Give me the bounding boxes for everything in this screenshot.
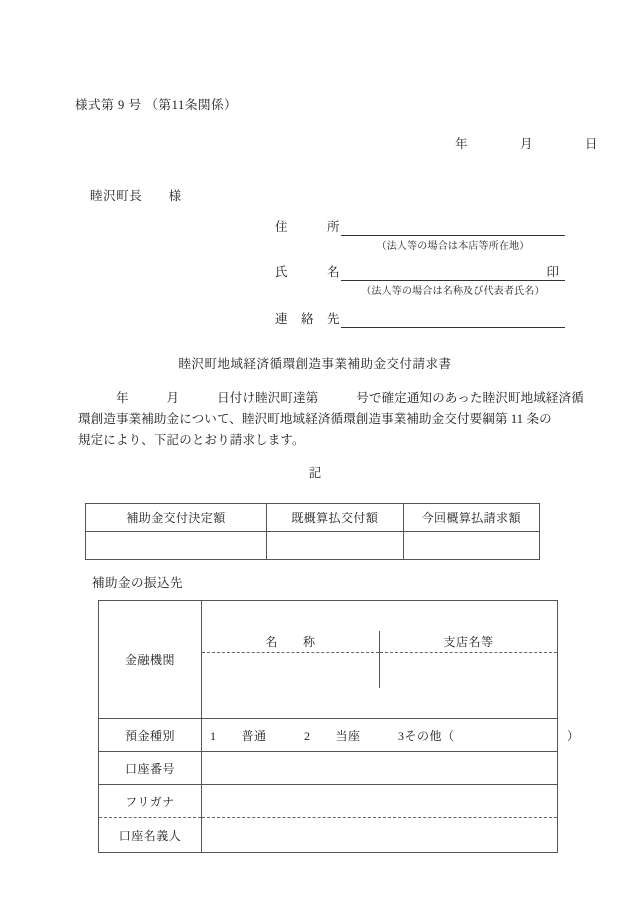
ki-marker: 記: [308, 466, 322, 480]
body-line-2: 環創造事業補助金について、睦沢町地域経済循環創造事業補助金交付要綱第 11 条の: [78, 412, 552, 426]
addressee: 睦沢町長 様: [90, 189, 182, 203]
body-line-1: 年 月 日付け睦沢町達第 号で確定通知のあった睦沢町地域経済循: [78, 391, 584, 405]
subheader-branch-name: 支店名等: [380, 631, 558, 653]
value-branch-name[interactable]: [380, 653, 558, 689]
amount-value-current-request[interactable]: [403, 532, 540, 560]
value-institution-name[interactable]: [202, 653, 380, 689]
amount-table-header-row: [86, 504, 540, 532]
contact-field-row: [275, 310, 565, 328]
contact-label: 連 絡 先: [275, 312, 341, 326]
address-label: 住 所: [275, 220, 341, 234]
amount-table: [85, 503, 540, 560]
financial-institution-subtable: [202, 631, 557, 688]
bank-row-furigana: [99, 785, 558, 818]
name-note: （法人等の場合は名称及び代表者氏名）: [361, 286, 545, 297]
amount-value-already-paid[interactable]: [267, 532, 403, 560]
seal-icon: 印: [546, 265, 559, 279]
amount-table-value-row: [86, 532, 540, 560]
form-number: 様式第 9 号 （第11条関係）: [75, 98, 238, 112]
bank-row-account-number: [99, 752, 558, 785]
bank-row-account-holder: [99, 818, 558, 853]
deposit-type-options[interactable]: 1 普通 2 当座 3その他（ ）: [202, 719, 558, 752]
value-account-number[interactable]: [202, 752, 558, 785]
address-input-rule[interactable]: [341, 219, 565, 236]
label-account-holder: 口座名義人: [99, 818, 202, 853]
date-line: 年 月 日: [455, 137, 599, 151]
fi-value-row: [202, 653, 557, 689]
value-account-holder[interactable]: [202, 818, 558, 853]
bank-transfer-table: [98, 600, 580, 853]
bank-row-deposit-type: [99, 719, 558, 752]
amount-value-decided[interactable]: [86, 532, 267, 560]
name-input-rule[interactable]: [341, 264, 565, 281]
name-field-row: [275, 263, 565, 281]
fi-subheader-row: [202, 631, 557, 653]
amount-header-decided: 補助金交付決定額: [86, 504, 267, 532]
body-line-3: 規定により、下記のとおり請求します。: [78, 433, 305, 447]
financial-institution-cells: [202, 601, 558, 719]
transfer-caption: 補助金の振込先: [92, 576, 184, 590]
contact-input-rule[interactable]: [341, 311, 565, 328]
subheader-institution-name: 名 称: [202, 631, 380, 653]
name-label: 氏 名: [275, 265, 341, 279]
label-deposit-type: 預金種別: [99, 719, 202, 752]
label-account-number: 口座番号: [99, 752, 202, 785]
amount-header-current-request: 今回概算払請求額: [403, 504, 540, 532]
bank-row-financial-institution: [99, 601, 558, 719]
amount-header-already-paid: 既概算払交付額: [267, 504, 403, 532]
label-financial-institution: 金融機関: [99, 601, 202, 719]
applicant-block: [275, 218, 565, 328]
address-note: （法人等の場合は本店等所在地）: [376, 241, 530, 252]
address-field-row: [275, 218, 565, 236]
page-title: 睦沢町地域経済循環創造事業補助金交付請求書: [178, 357, 452, 371]
body-paragraph: [78, 388, 584, 451]
value-furigana[interactable]: [202, 785, 558, 818]
label-furigana: フリガナ: [99, 785, 202, 818]
